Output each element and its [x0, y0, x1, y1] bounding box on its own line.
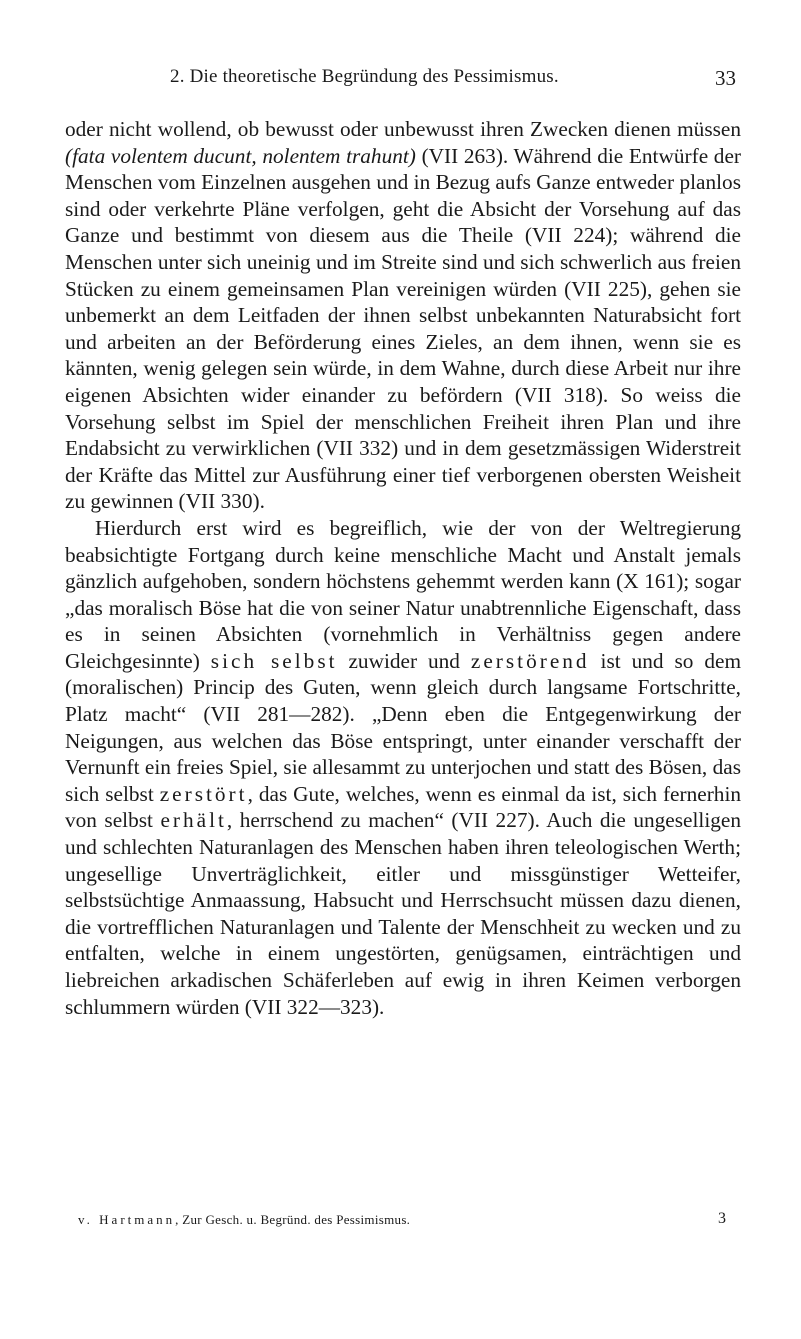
running-head — [0, 66, 801, 96]
paragraph-1 — [65, 116, 741, 515]
spaced-emphasis: sich selbst — [210, 648, 338, 673]
chapter-title: 2. Die theoretische Begründung des Pessimismus. — [170, 66, 559, 87]
footer-author: v. Hartmann — [78, 1212, 176, 1227]
page-number: 33 — [715, 66, 736, 90]
body-text — [65, 116, 741, 1020]
text-run: , das Gute, welches, wenn es einmal da ist, sich fernerhin von selbst — [65, 781, 742, 833]
footer-line — [78, 1210, 727, 1228]
spaced-emphasis: zerstört — [159, 781, 248, 806]
text-run: zuwider und — [337, 648, 471, 673]
text-run: (VII 263). Während die Entwürfe der Menschen vom Einzelnen ausgehen und in Bezug aufs Ganze entweder planlos sind oder verkehrte Pläne verfolgen, geht die Absicht der Vorsehung auf das Ganze und bestimmt von diesem aus die Theile (VII 224); während die Menschen unter sich uneinig und im Streite sind und sich schwerlich aus freien Stücken zu einem gemeinsamen Plan vereinigen würden (VII 225), gehen sie unbemerkt an dem Leitfaden der ihnen selbst unbekannten Naturabsicht fort und arbeiten an der Beförderung eines Zieles, an dem ihnen, wenn sie es kännten, wenig gelegen sein würde, in dem Wahne, durch diese Arbeit nur ihre eigenen Absichten wider einander zu befördern (VII 318). So weiss die Vorsehung selbst im Spiel der menschlichen Freiheit ihren Plan und ihre Endabsicht zu verwirklichen (VII 332) und in dem gesetzmässigen Widerstreit der Kräfte das Mittel zur Ausführung einer tief verborgenen obersten Weisheit zu gewinnen (VII 330). — [65, 143, 741, 514]
spaced-emphasis: erhält — [160, 808, 227, 833]
text-run: , herrschend zu machen“ (VII 227). Auch die ungeselligen und schlechten Naturanlagen des Menschen haben ihren teleologischen Werth; ungesellige Unverträglichkeit, eitler und missgünstiger Wetteifer, selbstsüchtige Anmaassung, Habsucht und Herrschsucht müssen dazu dienen, die vortrefflichen Naturanlagen und Talente der Menschheit zu wecken und zu entfalten, welche in einem ungestörten, genügsamen, einträchtigen und liebreichen arkadischen Schäferleben auf ewig in ihren Keimen verborgen schlummern würden (VII 322—323). — [65, 808, 741, 1019]
text-run: Hierdurch erst wird es begreiflich, wie der von der Weltregierung beabsichtigte Fortgang durch keine menschliche Macht und Anstalt jemals gänzlich aufgehoben, sondern höchstens gehemmt werden kann (X 161); sogar „das moralisch Böse hat die von seiner Natur unabtrennliche Eigenschaft, dass es in seinen Absichten (vornehmlich in Verhältniss gegen andere Gleichgesinnte) — [65, 515, 741, 673]
paragraph-2 — [65, 515, 741, 1020]
spaced-emphasis: zerstörend — [470, 648, 590, 673]
text-run: ist und so dem (moralischen) Princip des Guten, wenn gleich durch langsame Fortschritte, Platz macht“ (VII 281—282). „Denn eben die Entgegenwirkung der Neigungen, aus welchen das Böse entspringt, unter einander verschafft der Vernunft ein freies Spiel, sie allesammt zu unterjochen und statt des Bösen, das sich selbst — [65, 648, 742, 806]
footer-title: , Zur Gesch. u. Begründ. des Pessimismus. — [175, 1212, 411, 1227]
signature-mark: 3 — [718, 1210, 727, 1227]
text-run: oder nicht wollend, ob bewusst oder unbewusst ihren Zwecken dienen müssen — [65, 117, 741, 141]
latin-quote: (fata volentem ducunt, nolentem trahunt) — [65, 143, 416, 168]
